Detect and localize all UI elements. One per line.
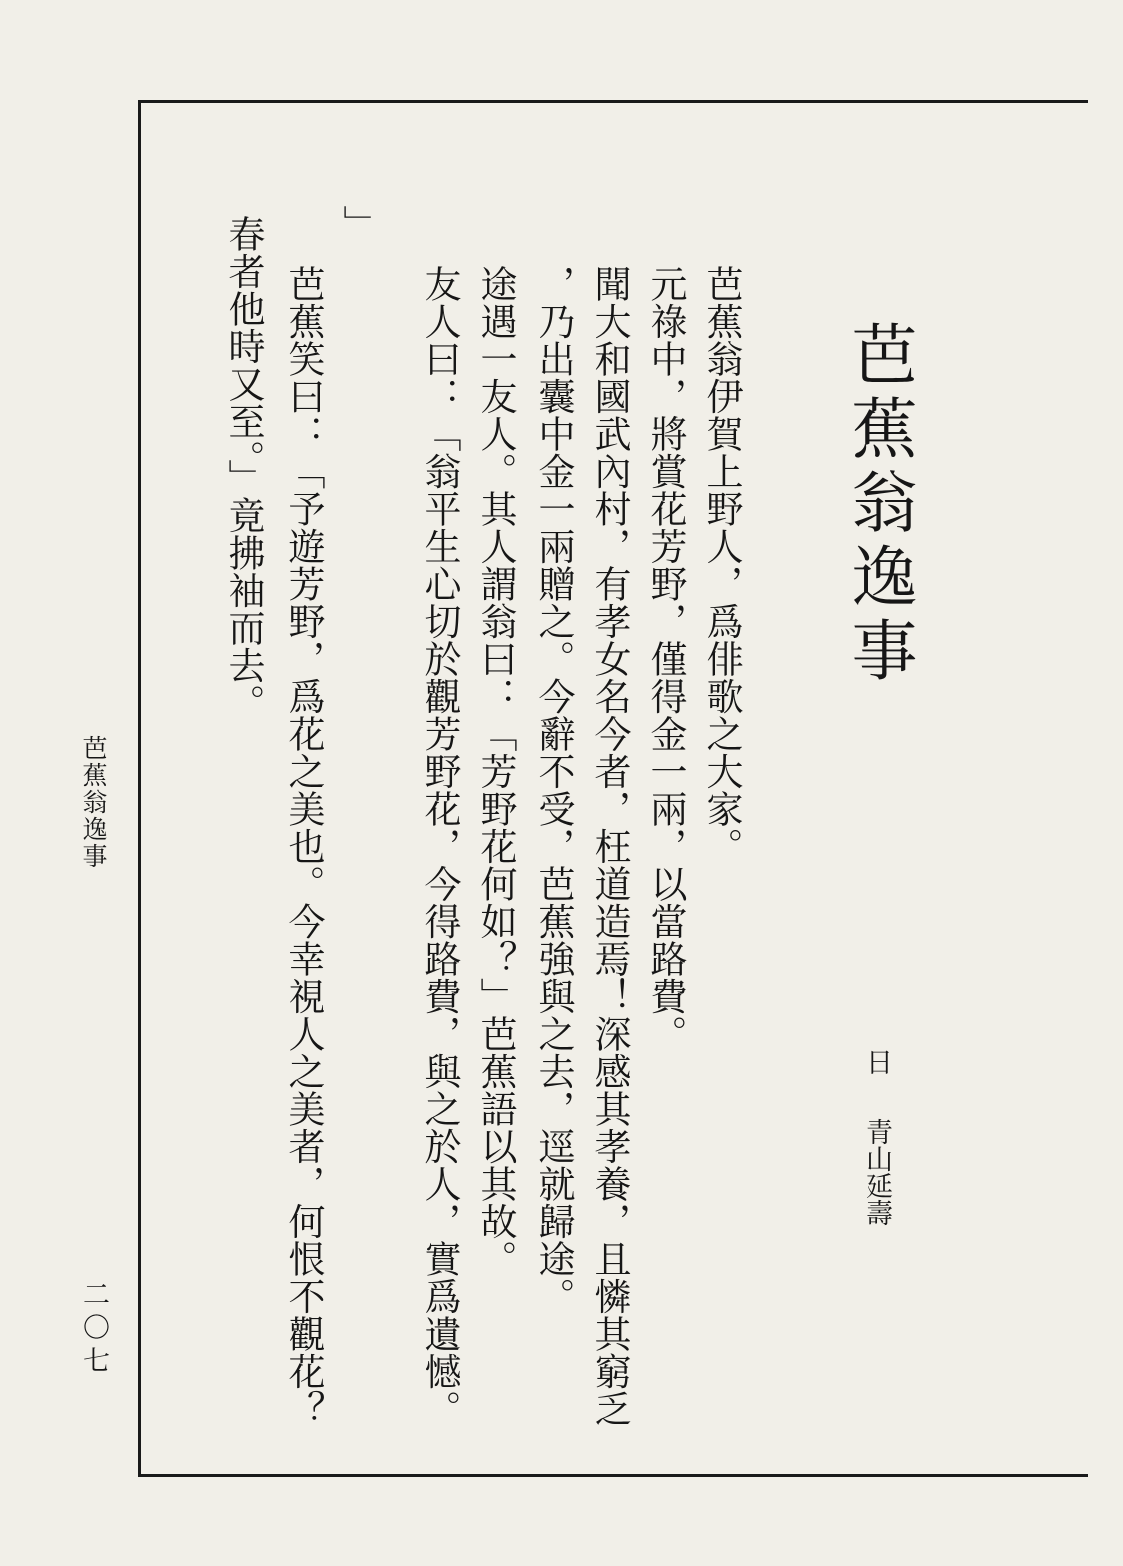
author-name: 青山延壽 xyxy=(861,1118,892,1226)
text-column-2: 元祿中，將賞花芳野，僅得金一兩，以當路費。 xyxy=(644,265,687,1053)
text-column-1: 芭蕉翁伊賀上野人，爲俳歌之大家。 xyxy=(700,265,743,865)
page-title: 芭蕉翁逸事 xyxy=(840,320,917,690)
frame-left-rule xyxy=(138,100,141,1477)
text-column-3: 聞大和國武內村，有孝女名今者，枉道造焉！深感其孝養，且憐其窮乏 xyxy=(588,265,631,1428)
text-column-5: 途遇一友人。其人謂翁曰：「芳野花何如？」芭蕉語以其故。 xyxy=(474,265,517,1278)
page-number: 二〇七 xyxy=(78,1280,109,1379)
text-column-9: 春者他時又至。」竟拂袖而去。 xyxy=(222,215,265,722)
text-column-8: 芭蕉笑曰：「予遊芳野，爲花之美也。今幸視人之美者，何恨不觀花？ xyxy=(282,265,325,1428)
frame-top-rule xyxy=(138,100,1088,103)
text-column-4: ，乃出囊中金一兩贈之。今辭不受，芭蕉強與之去，逕就歸途。 xyxy=(532,265,575,1315)
frame-bottom-rule xyxy=(138,1474,1088,1477)
text-column-6: 友人曰：「翁平生心切於觀芳野花，今得路費，與之於人，實爲遺憾。 xyxy=(418,265,461,1428)
author-nation: 日 xyxy=(861,1048,892,1075)
running-head: 芭蕉翁逸事 xyxy=(79,735,108,870)
text-column-7: 」 xyxy=(337,205,380,243)
